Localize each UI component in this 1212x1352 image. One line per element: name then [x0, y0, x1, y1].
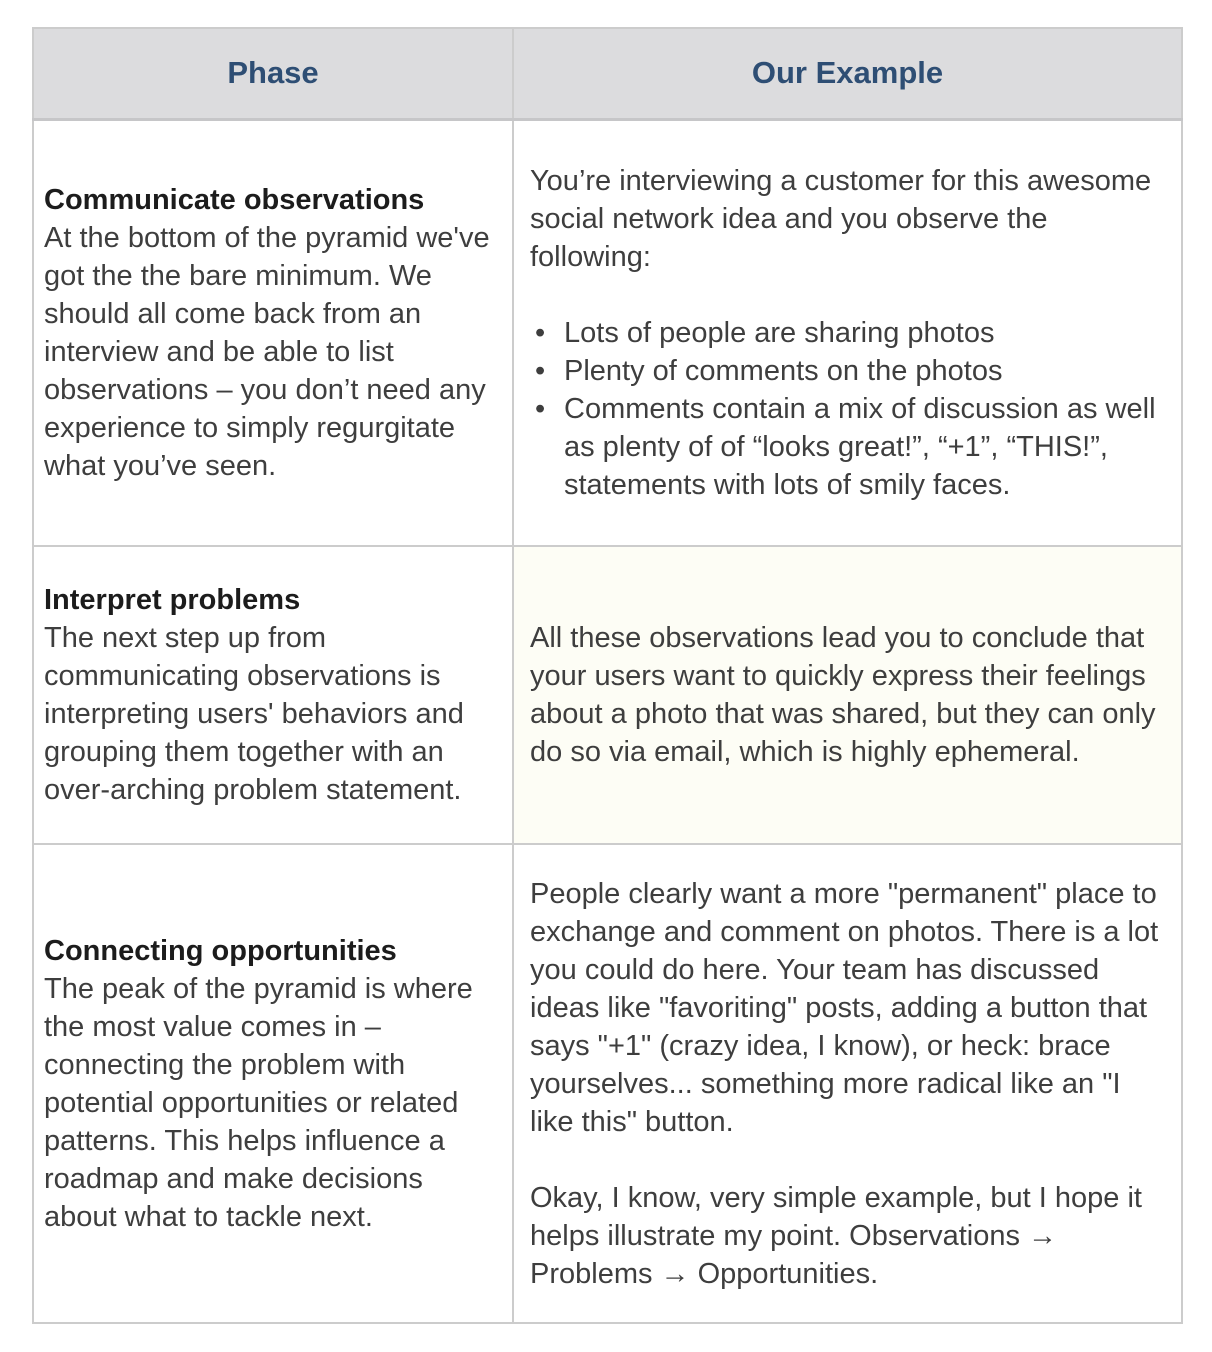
phase-title: Communicate observations [44, 183, 425, 216]
phase-title: Interpret problems [44, 584, 301, 616]
example-intro: You’re interviewing a customer for this awesome social network idea and you observe the following: [530, 164, 1152, 273]
phase-description: At the bottom of the pyramid we've got the the bare minimum. We should all come back from an interview and be able to list observations – you don’t need any experience to simply regurgitate what you’ve seen. [44, 221, 490, 482]
phase-cell-communicate-observations [33, 119, 513, 546]
list-item: • Comments contain a mix of discussion as well as plenty of of “looks great!”, “+1”, “THIS!”, statements with lots of smily faces. [530, 390, 1163, 504]
table-row-interpret-problems [33, 546, 1182, 844]
example-cell-problems [513, 546, 1182, 844]
phase-description: The next step up from communicating observations is interpreting users' behaviors and grouping them together with an over-arching problem statement. [44, 622, 464, 806]
observations-list [530, 314, 1163, 504]
phase-title: Connecting opportunities [44, 934, 397, 967]
table-row-connecting-opportunities [33, 844, 1182, 1323]
example-paragraph: People clearly want a more "permanent" place to exchange and comment on photos. There is a lot you could do here. Your team has discussed ideas like "favoriting" posts, adding a button that says "+1" (crazy idea, I know), or heck: brace yourselves... something more radical like an "I like this" button. [530, 877, 1159, 1138]
column-header-our-example: Our Example [513, 28, 1182, 119]
phase-text [44, 581, 498, 809]
phase-text [44, 932, 498, 1236]
phase-cell-connecting-opportunities [33, 844, 513, 1323]
list-item: • Lots of people are sharing photos [530, 314, 1163, 352]
example-paragraph: All these observations lead you to conclude that your users want to quickly express their feelings about a photo that was shared, but they can only do so via email, which is highly ephemeral. [530, 622, 1156, 768]
example-cell-opportunities [513, 844, 1182, 1323]
table-row-communicate-observations [33, 119, 1182, 546]
example-paragraph: Okay, I know, very simple example, but I hope it helps illustrate my point. Observations → Problems → Opportunities. [530, 1181, 1142, 1290]
list-item: • Plenty of comments on the photos [530, 352, 1163, 390]
phase-example-table [32, 27, 1183, 1324]
header-row [33, 28, 1182, 119]
example-cell-observations [513, 119, 1182, 546]
phase-cell-interpret-problems [33, 546, 513, 844]
phase-description: The peak of the pyramid is where the most value comes in – connecting the problem with potential opportunities or related patterns. This helps influence a roadmap and make decisions about what to tackle next. [44, 972, 473, 1233]
phase-text [44, 181, 498, 485]
column-header-phase: Phase [33, 28, 513, 119]
